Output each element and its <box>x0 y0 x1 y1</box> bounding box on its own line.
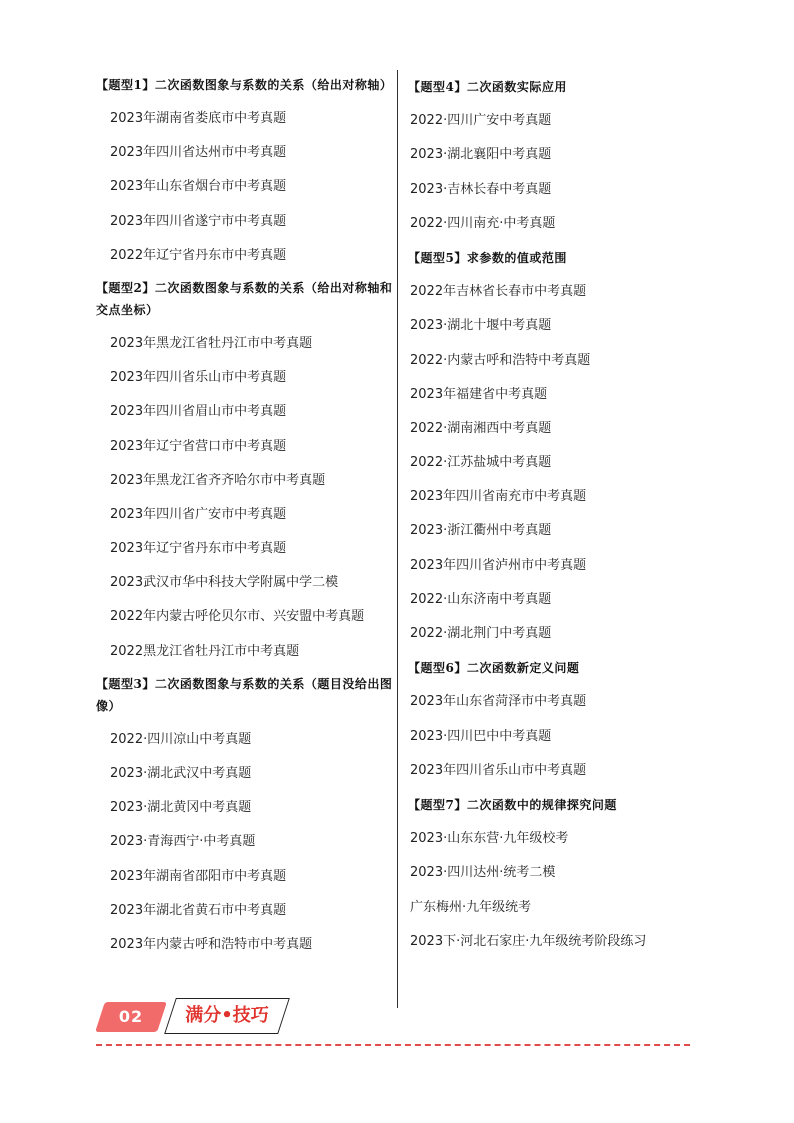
section-heading: 【题型7】二次函数中的规律探究问题 <box>408 797 617 812</box>
list-item: 2023·浙江衢州中考真题 <box>410 523 552 539</box>
list-item: 2023年山东省菏泽市中考真题 <box>410 694 587 710</box>
list-item: 广东梅州·九年级统考 <box>410 899 532 915</box>
list-item: 2023年黑龙江省齐齐哈尔市中考真题 <box>110 472 326 488</box>
list-item: 2022·四川南充·中考真题 <box>410 215 556 231</box>
list-item: 2023年四川省遂宁市中考真题 <box>110 213 287 229</box>
list-item: 2023武汉市华中科技大学附属中学二模 <box>110 575 339 591</box>
list-item: 2022·江苏盐城中考真题 <box>410 455 552 471</box>
list-item: 2023年湖南省邵阳市中考真题 <box>110 868 287 884</box>
list-item: 2023下·河北石家庄·九年级统考阶段练习 <box>410 933 647 949</box>
list-item: 2023年四川省乐山市中考真题 <box>110 370 287 386</box>
list-item: 2022年内蒙古呼伦贝尔市、兴安盟中考真题 <box>110 609 365 625</box>
list-item: 2023·吉林长春中考真题 <box>410 181 552 197</box>
list-item: 2022·四川广安中考真题 <box>410 113 552 129</box>
list-item: 2022年吉林省长春市中考真题 <box>410 284 587 300</box>
list-item: 2022·山东济南中考真题 <box>410 591 552 607</box>
list-item: 2022年辽宁省丹东市中考真题 <box>110 247 287 263</box>
list-item: 2023·四川巴中中考真题 <box>410 728 552 744</box>
list-item: 2023年四川省泸州市中考真题 <box>410 557 587 573</box>
list-item: 2023年四川省乐山市中考真题 <box>410 762 587 778</box>
list-item: 2023年四川省南充市中考真题 <box>410 489 587 505</box>
list-item: 2022·湖南湘西中考真题 <box>410 420 552 436</box>
dashed-divider <box>96 1044 690 1046</box>
list-item: 2023·湖北武汉中考真题 <box>110 766 252 781</box>
list-item: 2023年山东省烟台市中考真题 <box>110 179 287 195</box>
list-item: 2023年辽宁省丹东市中考真题 <box>110 541 287 557</box>
section-number-badge <box>95 1002 167 1032</box>
list-item: 2023年四川省广安市中考真题 <box>110 506 287 522</box>
list-item: 2023·山东东营·九年级校考 <box>410 831 569 847</box>
section-heading: 【题型4】二次函数实际应用 <box>408 80 567 94</box>
list-item: 2023年内蒙古呼和浩特市中考真题 <box>110 936 313 952</box>
list-item: 2023年黑龙江省牡丹江市中考真题 <box>110 335 313 351</box>
list-item: 2023·青海西宁·中考真题 <box>110 834 256 850</box>
left-column <box>96 70 396 962</box>
column-divider <box>397 70 398 1008</box>
list-item: 2023年湖北省黄石市中考真题 <box>110 902 287 918</box>
section-heading: 【题型5】求参数的值或范围 <box>408 250 567 265</box>
list-item: 2023年辽宁省营口市中考真题 <box>110 438 287 454</box>
list-item: 2022·四川凉山中考真题 <box>110 731 252 747</box>
right-column <box>408 70 708 959</box>
list-item: 2022·内蒙古呼和浩特中考真题 <box>410 352 591 368</box>
section-heading: 【题型1】二次函数图象与系数的关系（给出对称轴） <box>96 78 393 92</box>
list-item: 2023年四川省眉山市中考真题 <box>110 404 287 420</box>
list-item: 2023·四川达州·统考二模 <box>410 865 556 881</box>
section-title-badge <box>164 998 290 1034</box>
list-item: 2023·湖北襄阳中考真题 <box>410 147 552 163</box>
section-heading: 【题型2】二次函数图象与系数的关系（给出对称轴和交点坐标） <box>96 280 393 317</box>
section-heading: 【题型6】二次函数新定义问题 <box>408 661 580 676</box>
list-item: 2022黑龙江省牡丹江市中考真题 <box>110 643 300 659</box>
section-title: 满分•技巧 <box>185 1005 269 1026</box>
section-heading: 【题型3】二次函数图象与系数的关系（题目没给出图像） <box>96 676 393 713</box>
list-item: 2023年四川省达州市中考真题 <box>110 145 287 161</box>
list-item: 2023年湖南省娄底市中考真题 <box>110 111 287 126</box>
list-item: 2023年福建省中考真题 <box>410 386 548 402</box>
list-item: 2023·湖北黄冈中考真题 <box>110 800 252 816</box>
section-number: 02 <box>118 1007 144 1026</box>
list-item: 2022·湖北荆门中考真题 <box>410 626 552 641</box>
list-item: 2023·湖北十堰中考真题 <box>410 318 552 334</box>
